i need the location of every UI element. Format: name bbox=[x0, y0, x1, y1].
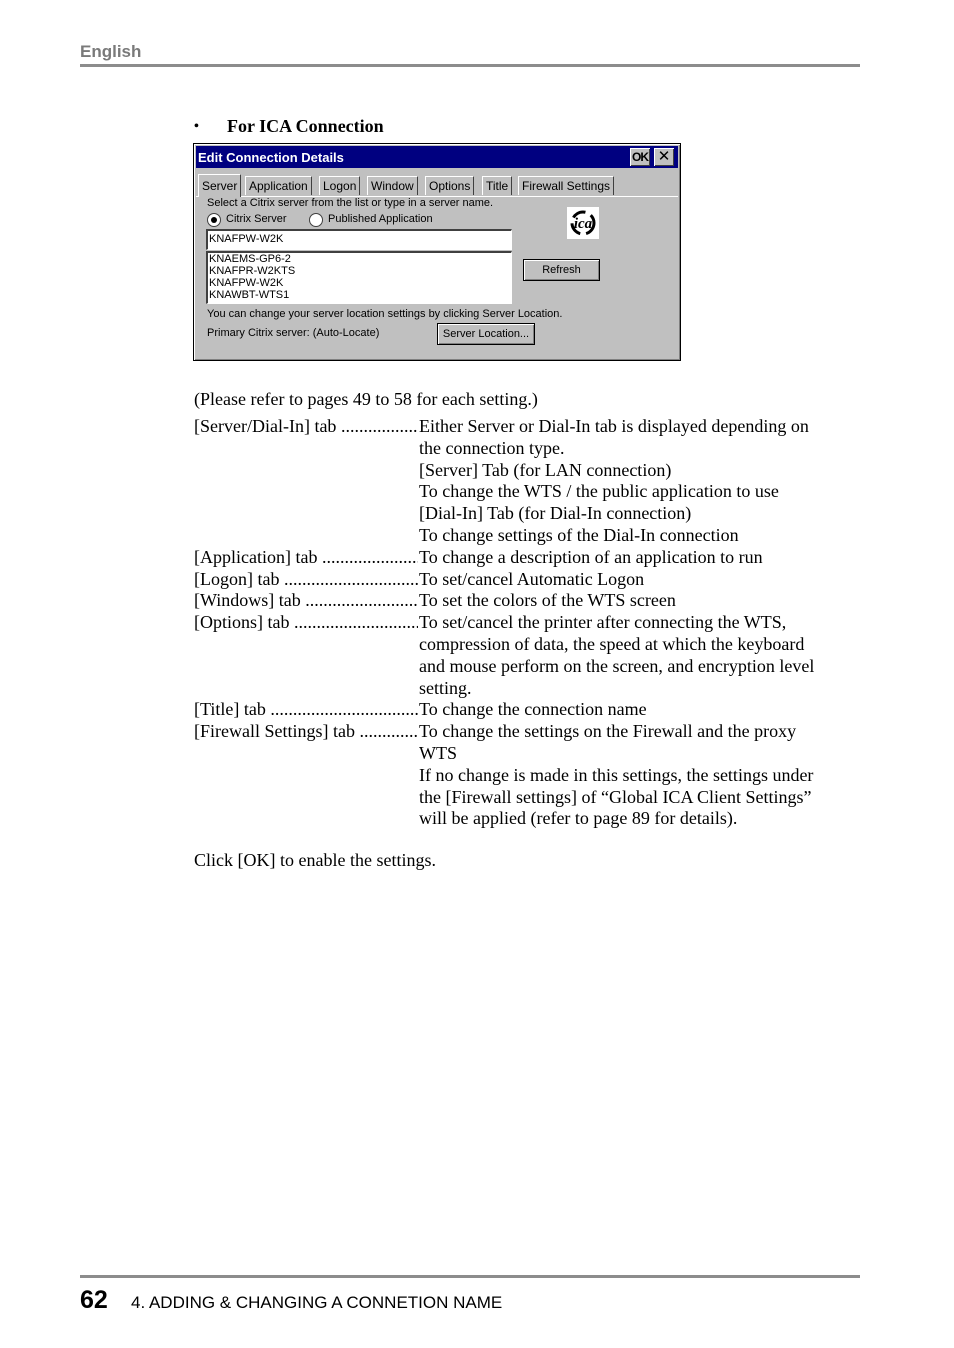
ica-logo-icon bbox=[567, 207, 599, 239]
reference-note: (Please refer to pages 49 to 58 for each setting.) bbox=[194, 389, 538, 409]
tab-server[interactable]: Server bbox=[198, 174, 241, 197]
desc-line: compression of data, the speed at which the keyboard bbox=[419, 633, 805, 654]
definition-windows bbox=[194, 590, 874, 612]
desc-line: To change settings of the Dial-In connection bbox=[419, 524, 739, 545]
definition-term: [Application] tab ..... bbox=[194, 547, 418, 569]
desc-line: To change a description of an application to run bbox=[419, 546, 763, 567]
list-item[interactable]: KNAFPR-W2KTS bbox=[209, 265, 296, 277]
tab-logon[interactable]: Logon bbox=[319, 176, 360, 195]
refresh-button[interactable]: Refresh bbox=[523, 259, 600, 281]
desc-line: To set/cancel the printer after connecting the WTS, bbox=[419, 612, 787, 633]
page-number: 62 bbox=[80, 1286, 108, 1314]
list-item[interactable]: KNAEMS-GP6-2 bbox=[209, 253, 291, 265]
ok-button[interactable]: OK bbox=[632, 150, 648, 164]
bullet-icon: • bbox=[194, 119, 199, 134]
tab-window[interactable]: Window bbox=[367, 176, 418, 195]
location-hint-text: You can change your server location settings by clicking Server Location. bbox=[207, 308, 563, 320]
edit-connection-dialog bbox=[193, 143, 681, 361]
server-tab-panel bbox=[196, 196, 678, 358]
tab-options[interactable]: Options bbox=[425, 176, 474, 195]
definition-title bbox=[194, 699, 874, 721]
definition-firewall-settings bbox=[194, 721, 874, 830]
desc-line: will be applied (refer to page 89 for details). bbox=[419, 808, 738, 829]
ica-logo bbox=[566, 206, 600, 240]
published-app-label: Published Application bbox=[328, 213, 433, 225]
definition-desc bbox=[419, 612, 874, 699]
dialog-titlebar bbox=[196, 146, 678, 168]
close-icon[interactable]: ✕ bbox=[654, 148, 674, 166]
desc-line: and mouse perform on the screen, and encryption level bbox=[419, 655, 815, 676]
desc-line: Either Server or Dial-In tab is displayed depending on bbox=[419, 416, 809, 436]
definition-application bbox=[194, 547, 874, 569]
dialog-title: Edit Connection Details bbox=[198, 150, 344, 165]
definition-term: [Logon] tab ..... bbox=[194, 569, 418, 591]
published-app-radio[interactable] bbox=[309, 213, 323, 227]
chapter-title: 4. ADDING & CHANGING A CONNETION NAME bbox=[131, 1293, 503, 1312]
server-location-button[interactable]: Server Location... bbox=[437, 323, 535, 345]
server-name-input[interactable] bbox=[206, 229, 512, 250]
desc-line: To change the WTS / the public application to use bbox=[419, 481, 779, 502]
server-listbox[interactable] bbox=[206, 251, 512, 304]
closing-instruction: Click [OK] to enable the settings. bbox=[194, 850, 436, 870]
desc-line: WTS bbox=[419, 742, 457, 763]
definition-options bbox=[194, 612, 874, 699]
server-name-value: KNAFPW-W2K bbox=[209, 233, 284, 245]
instruction-text: Select a Citrix server from the list or type in a server name. bbox=[207, 197, 494, 209]
definition-desc bbox=[419, 721, 874, 830]
section-title: For ICA Connection bbox=[227, 116, 384, 136]
definition-desc bbox=[419, 569, 874, 591]
definition-desc bbox=[419, 590, 874, 612]
tab-definitions bbox=[194, 416, 874, 830]
definition-term: [Firewall Settings] tab ..... bbox=[194, 721, 418, 743]
citrix-server-label: Citrix Server bbox=[226, 213, 287, 225]
citrix-server-radio[interactable] bbox=[207, 213, 221, 227]
header-rule bbox=[80, 64, 860, 67]
desc-line: [Dial-In] Tab (for Dial-In connection) bbox=[419, 503, 692, 524]
definition-desc bbox=[419, 416, 874, 547]
tab-firewall-settings[interactable]: Firewall Settings bbox=[518, 176, 614, 195]
desc-line: the [Firewall settings] of “Global ICA Client Settings” bbox=[419, 786, 812, 807]
definition-term: [Title] tab ..... bbox=[194, 699, 418, 721]
desc-line: To set/cancel Automatic Logon bbox=[419, 568, 645, 589]
footer-rule bbox=[80, 1275, 860, 1278]
definition-term: [Windows] tab ..... bbox=[194, 590, 418, 612]
tab-title[interactable]: Title bbox=[482, 176, 512, 195]
desc-line: the connection type. bbox=[419, 437, 565, 458]
desc-line: To set the colors of the WTS screen bbox=[419, 590, 676, 611]
desc-line: If no change is made in this settings, the settings under bbox=[419, 764, 814, 785]
definition-term: [Server/Dial-In] tab ..... bbox=[194, 416, 418, 438]
desc-line: To change the connection name bbox=[419, 699, 647, 720]
definition-term: [Options] tab ..... bbox=[194, 612, 418, 634]
definition-desc bbox=[419, 547, 874, 569]
header-language: English bbox=[80, 42, 142, 61]
primary-server-text: Primary Citrix server: (Auto-Locate) bbox=[207, 327, 380, 339]
desc-line: To change the settings on the Firewall and the proxy bbox=[419, 721, 797, 742]
definition-desc bbox=[419, 699, 874, 721]
tab-application[interactable]: Application bbox=[245, 176, 312, 195]
desc-line: setting. bbox=[419, 677, 472, 698]
list-item[interactable]: KNAFPW-W2K bbox=[209, 277, 284, 289]
logo-text: ica bbox=[573, 216, 593, 232]
definition-logon bbox=[194, 569, 874, 591]
definition-server-dial-in bbox=[194, 416, 874, 547]
list-item[interactable]: KNAWBT-WTS1 bbox=[209, 289, 290, 301]
desc-line: [Server] Tab (for LAN connection) bbox=[419, 459, 672, 480]
